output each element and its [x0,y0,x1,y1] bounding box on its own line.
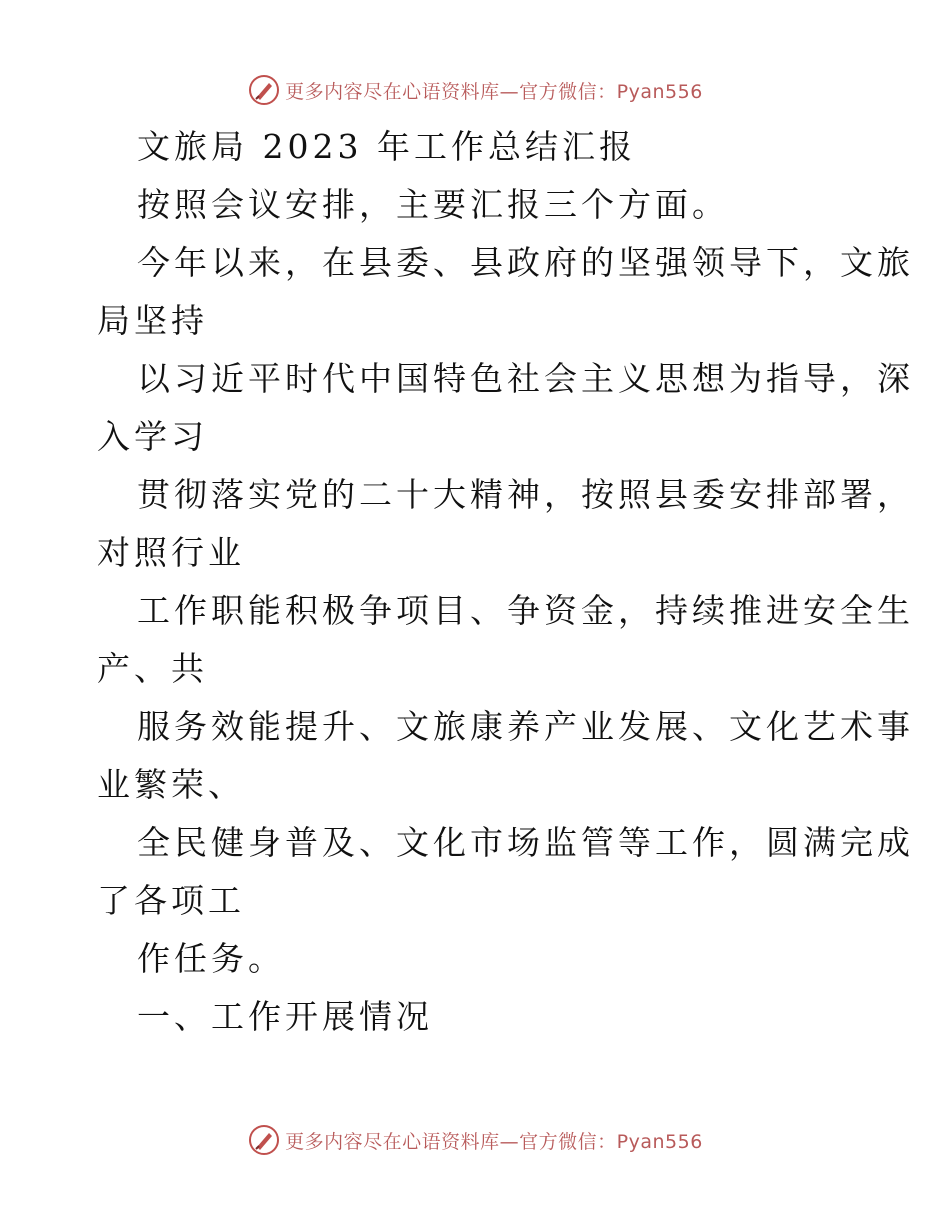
paragraph-line: 工作职能积极争项目、争资金，持续推进安全生 [137,591,914,630]
paragraph-line: 服务效能提升、文旅康养产业发展、文化艺术事 [137,707,914,746]
paragraph-line: 局坚持 [97,301,208,340]
document-body [97,118,914,1046]
document-title: 文旅局 2023 年工作总结汇报 [137,127,636,166]
footer-watermark [0,1120,950,1160]
pen-seal-icon [247,1123,281,1157]
paragraph-line: 业繁荣、 [97,765,245,804]
paragraph-line: 对照行业 [97,533,245,572]
paragraph-line: 产、共 [97,649,208,688]
header-watermark [0,70,950,110]
pen-seal-icon [247,73,281,107]
paragraph-line: 全民健身普及、文化市场监管等工作，圆满完成 [137,823,914,862]
paragraph-line: 按照会议安排，主要汇报三个方面。 [137,185,729,224]
paragraph-line: 作任务。 [137,939,285,978]
paragraph-line: 入学习 [97,417,208,456]
paragraph-line: 以习近平时代中国特色社会主义思想为指导，深 [137,359,914,398]
paragraph-line: 了各项工 [97,881,245,920]
paragraph-line: 今年以来，在县委、县政府的坚强领导下，文旅 [137,243,914,282]
watermark-text: 更多内容尽在心语资料库—官方微信：Pyan556 [285,80,703,103]
section-heading: 一、工作开展情况 [137,997,433,1036]
paragraph-line: 贯彻落实党的二十大精神，按照县委安排部署， [137,475,914,514]
watermark-text: 更多内容尽在心语资料库—官方微信：Pyan556 [285,1130,703,1153]
